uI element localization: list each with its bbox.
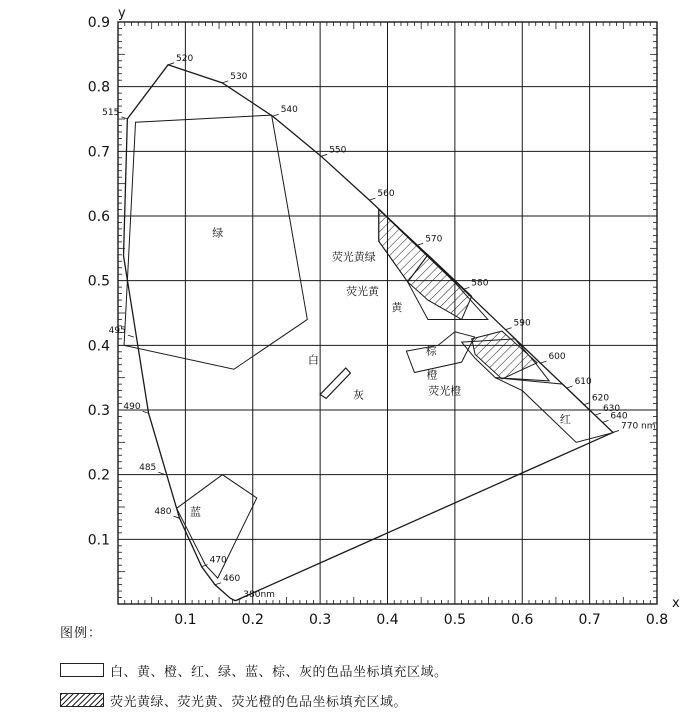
wavelength-label: 540 <box>280 105 298 116</box>
wavelength-label: 530 <box>230 71 248 82</box>
wavelength-label: 485 <box>139 463 157 474</box>
legend-row-hatched <box>60 685 680 715</box>
wavelength-label: 380nm <box>243 589 275 600</box>
region-label: 荧光黄绿 <box>331 250 376 264</box>
y-tick-label: 0.8 <box>87 79 110 96</box>
legend <box>60 622 680 715</box>
legend-text-hatched: 荧光黄绿、荧光黄、荧光橙的色品坐标填充区域。 <box>110 694 408 710</box>
hatched-region <box>472 331 537 379</box>
x-tick-label: 0.7 <box>578 612 601 628</box>
region-label: 红 <box>559 412 571 426</box>
wavelength-label: 520 <box>176 53 194 64</box>
wavelength-label: 620 <box>591 393 610 404</box>
x-tick-label: 0.4 <box>376 612 399 628</box>
region-label: 黄 <box>391 301 403 315</box>
wavelength-tick <box>121 117 127 119</box>
wavelength-tick <box>321 154 327 156</box>
region-label: 灰 <box>353 388 365 402</box>
wavelength-tick <box>463 287 469 289</box>
wavelength-tick <box>602 420 608 422</box>
wavelength-label: 490 <box>123 402 141 413</box>
y-tick-label: 0.4 <box>87 338 110 355</box>
region-label: 荧光黄 <box>346 284 380 298</box>
wavelength-tick <box>369 198 375 200</box>
wavelength-label: 630 <box>602 404 621 415</box>
wavelength-label: 560 <box>377 189 395 200</box>
region-label: 蓝 <box>189 505 201 519</box>
wavelength-label: 640 <box>610 411 628 422</box>
x-tick-label: 0.1 <box>174 612 197 628</box>
region-label: 荧光橙 <box>428 384 462 398</box>
y-tick-label: 0.3 <box>87 403 110 419</box>
wavelength-label: 550 <box>329 145 347 156</box>
x-axis-label: x <box>672 596 680 611</box>
axis-ticks <box>88 15 668 628</box>
spectral-locus <box>124 65 613 601</box>
x-tick-label: 0.5 <box>443 612 467 628</box>
plain-region <box>320 368 350 398</box>
wavelength-tick <box>595 413 601 415</box>
wavelength-tick <box>567 386 573 388</box>
spectral-locus-curve <box>124 65 613 601</box>
wavelength-label: 770 nm <box>621 421 656 432</box>
wavelength-tick <box>273 114 279 116</box>
legend-title: 图例： <box>60 626 103 641</box>
wavelength-label: 460 <box>223 573 241 584</box>
wavelength-tick <box>417 243 423 245</box>
legend-text-plain: 白、黄、橙、红、绿、蓝、棕、灰的色品坐标填充区域。 <box>110 664 448 680</box>
x-tick-label: 0.6 <box>511 612 534 628</box>
wavelength-label: 610 <box>574 377 592 388</box>
y-tick-label: 0.9 <box>87 15 110 31</box>
y-tick-label: 0.6 <box>87 209 110 225</box>
wavelength-tick <box>540 361 546 363</box>
wavelength-tick <box>158 472 164 474</box>
plain-region <box>406 332 474 373</box>
x-tick-label: 0.2 <box>241 612 264 628</box>
wavelength-tick <box>168 63 174 65</box>
legend-row-plain <box>60 655 680 685</box>
wavelength-tick <box>215 583 221 585</box>
x-tick-label: 0.3 <box>308 612 332 628</box>
wavelength-label: 570 <box>425 234 443 245</box>
region-label: 橙 <box>426 368 438 382</box>
region-label: 白 <box>307 353 319 367</box>
wavelength-label: 495 <box>108 326 126 337</box>
y-tick-label: 0.1 <box>87 532 110 549</box>
wavelength-label: 480 <box>154 507 172 518</box>
plain-region <box>320 368 350 398</box>
wavelength-label: 590 <box>513 318 531 329</box>
y-tick-label: 0.5 <box>87 273 110 290</box>
wavelength-tick <box>506 328 512 330</box>
wavelength-tick <box>613 430 619 432</box>
y-tick-label: 0.2 <box>87 467 110 484</box>
wavelength-label: 600 <box>548 352 566 363</box>
region-label: 绿 <box>212 226 224 240</box>
legend-swatch-hatched <box>60 693 104 707</box>
plain-region <box>124 115 307 369</box>
legend-swatch-plain <box>60 663 104 677</box>
wavelength-tick <box>584 403 590 405</box>
wavelength-tick <box>222 81 228 83</box>
y-tick-label: 0.7 <box>87 144 110 161</box>
wavelength-label: 470 <box>209 555 227 566</box>
wavelength-tick <box>128 335 134 337</box>
wavelength-label: 515 <box>102 107 120 118</box>
x-tick-label: 0.8 <box>645 612 669 628</box>
y-axis-label: y <box>118 6 126 21</box>
purple-line <box>235 432 613 600</box>
region-label: 棕 <box>425 344 437 358</box>
wavelength-label: 580 <box>471 278 489 289</box>
